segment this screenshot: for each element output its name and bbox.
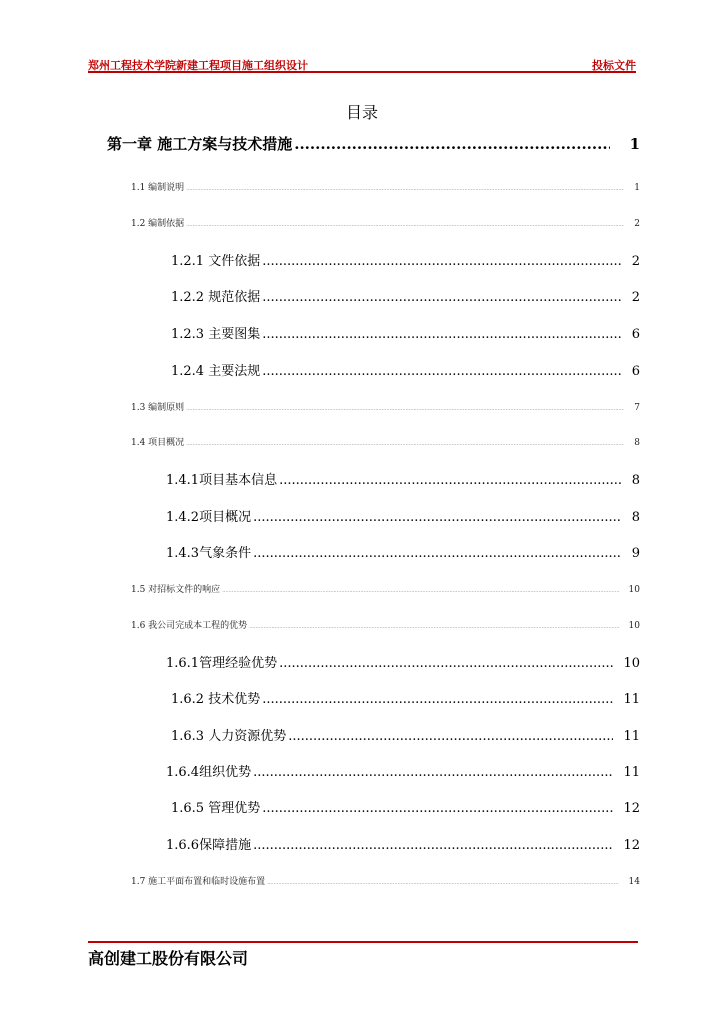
toc-entry-label: 1.4.2项目概况 xyxy=(166,510,252,525)
toc-entry-1-5[interactable] xyxy=(131,582,640,595)
toc-entry-1-3[interactable] xyxy=(131,400,640,413)
dot-leader xyxy=(222,588,618,594)
toc-entry-page: 12 xyxy=(623,838,640,853)
toc-entry-chapter-1[interactable] xyxy=(107,133,640,154)
toc-entry-page: 14 xyxy=(628,877,640,887)
toc-entry-page: 10 xyxy=(628,585,640,595)
toc-entry-1-4-2[interactable] xyxy=(166,506,640,525)
dot-leader xyxy=(294,135,609,153)
dot-leader xyxy=(253,838,613,853)
dot-leader xyxy=(186,441,624,447)
toc-entry-1-2-1[interactable] xyxy=(171,250,640,269)
toc-entry-label: 1.4.3气象条件 xyxy=(166,546,252,561)
dot-leader xyxy=(253,510,622,525)
footer-company-name: 高创建工股份有限公司 xyxy=(88,949,249,968)
toc-entry-label: 1.7 施工平面布置和临时设施布置 xyxy=(131,877,266,887)
dot-leader xyxy=(253,546,622,561)
dot-leader xyxy=(262,327,622,342)
toc-entry-label: 第一章 施工方案与技术措施 xyxy=(107,135,293,153)
header-doc-type: 投标文件 xyxy=(592,59,636,72)
dot-leader xyxy=(262,692,613,707)
toc-entry-label: 1.1 编制说明 xyxy=(131,183,185,193)
toc-entry-label: 1.2 编制依据 xyxy=(131,219,185,229)
dot-leader xyxy=(262,801,613,816)
toc-entry-1-4[interactable] xyxy=(131,435,640,448)
toc-entry-1-6-6[interactable] xyxy=(166,834,640,853)
toc-entry-1-6-3[interactable] xyxy=(171,725,640,744)
toc-entry-1-1[interactable] xyxy=(131,180,640,193)
toc-entry-page: 11 xyxy=(623,692,640,707)
toc-entry-page: 10 xyxy=(628,621,640,631)
toc-entry-page: 2 xyxy=(634,219,640,229)
dot-leader xyxy=(262,364,622,379)
toc-entry-page: 6 xyxy=(631,327,640,342)
toc-entry-page: 2 xyxy=(631,290,640,305)
toc-entry-page: 6 xyxy=(631,364,640,379)
toc-entry-page: 1 xyxy=(629,135,640,153)
toc-entry-1-6-5[interactable] xyxy=(171,797,640,816)
dot-leader xyxy=(253,765,613,780)
header-title: 郑州工程技术学院新建工程项目施工组织设计 xyxy=(88,59,308,72)
footer-divider xyxy=(88,941,638,943)
toc-entry-1-2-3[interactable] xyxy=(171,323,640,342)
toc-entry-label: 1.6.4组织优势 xyxy=(166,765,252,780)
toc-entry-label: 1.4.1项目基本信息 xyxy=(166,473,278,488)
toc-entry-page: 10 xyxy=(623,656,640,671)
toc-entry-1-6-2[interactable] xyxy=(171,688,640,707)
toc-entry-label: 1.6.2 技术优势 xyxy=(171,692,261,707)
dot-leader xyxy=(186,186,624,192)
toc-entry-label: 1.2.2 规范依据 xyxy=(171,290,261,305)
toc-entry-label: 1.6.5 管理优势 xyxy=(171,801,261,816)
toc-entry-label: 1.2.1 文件依据 xyxy=(171,254,261,269)
dot-leader xyxy=(279,656,613,671)
toc-entry-1-4-3[interactable] xyxy=(166,542,640,561)
dot-leader xyxy=(186,222,624,228)
toc-entry-page: 8 xyxy=(634,438,640,448)
toc-entry-label: 1.6.3 人力资源优势 xyxy=(171,729,287,744)
dot-leader xyxy=(249,624,618,630)
toc-entry-page: 2 xyxy=(631,254,640,269)
toc-entry-label: 1.2.3 主要图集 xyxy=(171,327,261,342)
toc-entry-page: 12 xyxy=(623,801,640,816)
toc-entry-label: 1.6.1管理经验优势 xyxy=(166,656,278,671)
toc-entry-page: 11 xyxy=(623,729,640,744)
toc-entry-page: 8 xyxy=(631,510,640,525)
dot-leader xyxy=(288,729,613,744)
dot-leader xyxy=(279,473,622,488)
toc-entry-page: 1 xyxy=(634,183,640,193)
toc-entry-1-6[interactable] xyxy=(131,618,640,631)
toc-entry-page: 7 xyxy=(634,403,640,413)
toc-entry-label: 1.5 对招标文件的响应 xyxy=(131,585,221,595)
dot-leader xyxy=(186,406,624,412)
toc-entry-1-6-4[interactable] xyxy=(166,761,640,780)
toc-entry-1-2[interactable] xyxy=(131,216,640,229)
toc-entry-label: 1.2.4 主要法规 xyxy=(171,364,261,379)
toc-heading: 目录 xyxy=(345,103,378,122)
toc-entry-label: 1.6.6保障措施 xyxy=(166,838,252,853)
toc-entry-label: 1.4 项目概况 xyxy=(131,438,185,448)
toc-entry-label: 1.3 编制原则 xyxy=(131,403,185,413)
dot-leader xyxy=(267,880,618,886)
toc-entry-page: 9 xyxy=(631,546,640,561)
toc-entry-1-6-1[interactable] xyxy=(166,652,640,671)
toc-entry-page: 11 xyxy=(623,765,640,780)
toc-entry-1-2-4[interactable] xyxy=(171,360,640,379)
toc-entry-label: 1.6 我公司完成本工程的优势 xyxy=(131,621,248,631)
dot-leader xyxy=(262,290,622,305)
toc-entry-1-4-1[interactable] xyxy=(166,469,640,488)
header-divider xyxy=(88,71,636,73)
dot-leader xyxy=(262,254,622,269)
toc-entry-1-2-2[interactable] xyxy=(171,286,640,305)
toc-entry-page: 8 xyxy=(631,473,640,488)
toc-entry-1-7[interactable] xyxy=(131,874,640,887)
